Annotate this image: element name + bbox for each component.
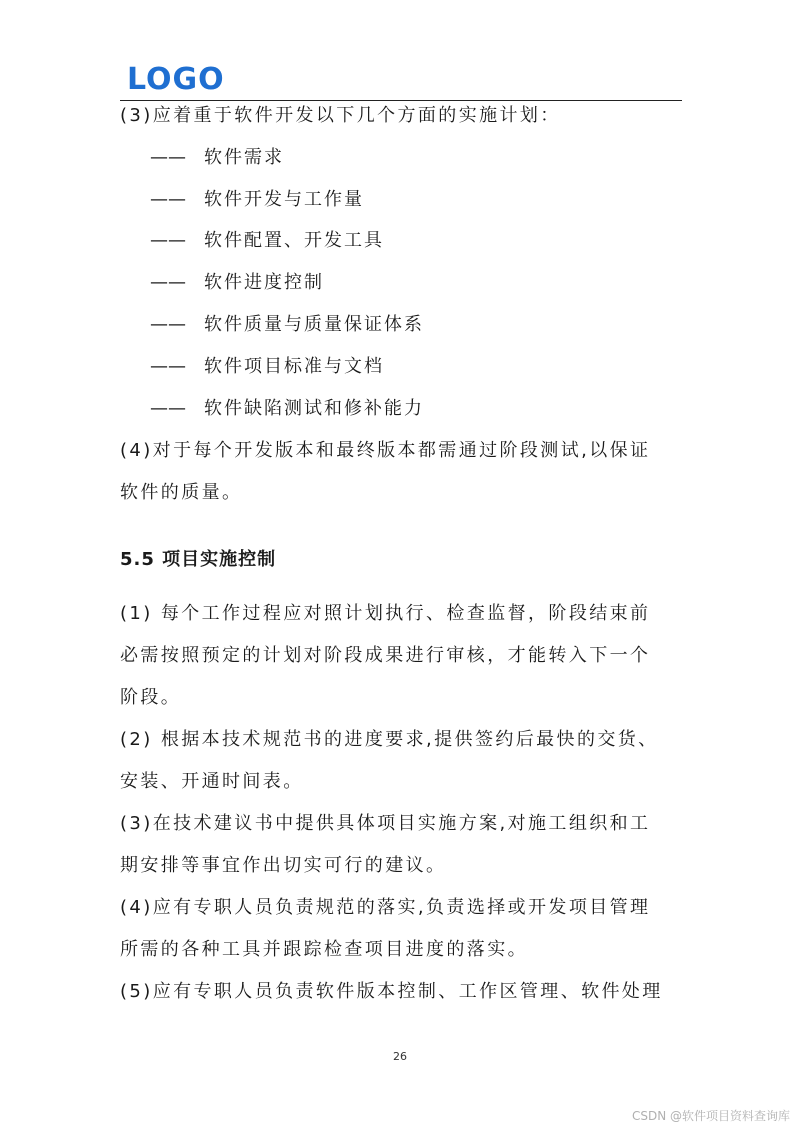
- section-heading: 5.5 项目实施控制: [120, 549, 277, 570]
- control-item-1-line-1: (1) 每个工作过程应对照计划执行、检查监督，阶段结束前: [120, 603, 651, 624]
- bullet-item-4: [150, 271, 324, 295]
- section-3-intro: (3)应着重于软件开发以下几个方面的实施计划：: [120, 105, 561, 126]
- bullet-item-text: 软件项目标准与文档: [204, 356, 384, 377]
- control-item-2-line-1: (2) 根据本技术规范书的进度要求,提供签约后最快的交货、: [120, 729, 659, 750]
- logo: LOGO: [127, 62, 225, 97]
- control-item-1-line-3: 阶段。: [120, 687, 182, 708]
- dash-mark: ——: [150, 230, 186, 251]
- header-rule: [120, 100, 682, 101]
- bullet-item-1: [150, 146, 284, 170]
- dash-mark: ——: [150, 314, 186, 335]
- bullet-item-2: [150, 188, 364, 212]
- section-4-line-2: 软件的质量。: [120, 482, 243, 503]
- bullet-item-text: 软件开发与工作量: [204, 189, 364, 210]
- control-item-4-line-2: 所需的各种工具并跟踪检查项目进度的落实。: [120, 939, 528, 960]
- bullet-item-text: 软件缺陷测试和修补能力: [204, 398, 424, 419]
- control-item-3-line-2: 期安排等事宜作出切实可行的建议。: [120, 855, 447, 876]
- dash-mark: ——: [150, 189, 186, 210]
- control-item-2-line-2: 安装、开通时间表。: [120, 771, 304, 792]
- control-item-3-line-1: (3)在技术建议书中提供具体项目实施方案,对施工组织和工: [120, 813, 651, 834]
- bullet-item-5: [150, 313, 424, 337]
- watermark: CSDN @软件项目资料查询库: [631, 1109, 790, 1123]
- control-item-5-line-1: (5)应有专职人员负责软件版本控制、工作区管理、软件处理: [120, 981, 663, 1002]
- section-4-line-1: (4)对于每个开发版本和最终版本都需通过阶段测试,以保证: [120, 440, 651, 461]
- bullet-item-6: [150, 355, 384, 379]
- dash-mark: ——: [150, 147, 186, 168]
- control-item-4-line-1: (4)应有专职人员负责规范的落实,负责选择或开发项目管理: [120, 897, 651, 918]
- dash-mark: ——: [150, 272, 186, 293]
- bullet-item-7: [150, 397, 424, 421]
- bullet-item-text: 软件进度控制: [204, 272, 324, 293]
- control-item-1-line-2: 必需按照预定的计划对阶段成果进行审核，才能转入下一个: [120, 645, 651, 666]
- dash-mark: ——: [150, 398, 186, 419]
- bullet-item-text: 软件质量与质量保证体系: [204, 314, 424, 335]
- bullet-item-3: [150, 229, 384, 253]
- bullet-item-text: 软件配置、开发工具: [204, 230, 384, 251]
- bullet-item-text: 软件需求: [204, 147, 284, 168]
- page-number: 26: [393, 1050, 407, 1063]
- dash-mark: ——: [150, 356, 186, 377]
